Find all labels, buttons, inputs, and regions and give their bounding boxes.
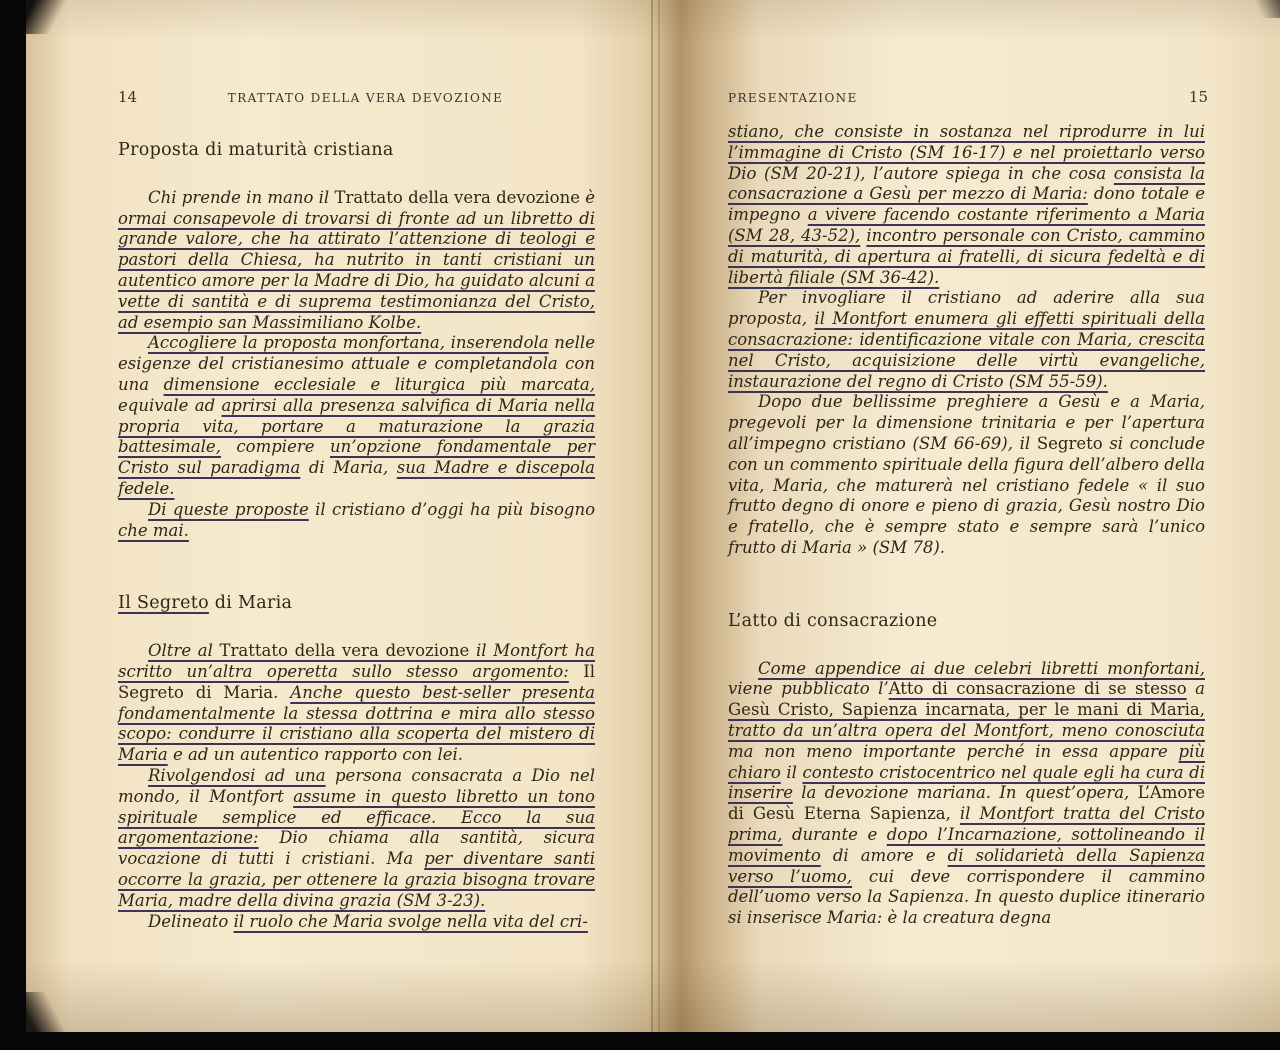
text-segment: si conclude con un commento spirituale della figura dell’albero della vita, Maria, che maturerà nel cristiano fedele « il suo frutto degno di onore e pieno di grazia, Gesù nostro Dio e fratello, che è sempre stato e sempre sarà l’unico frutto di Maria » (SM 78). <box>728 433 1205 557</box>
text-segment: e ad un autentico rapporto con lei. <box>167 745 464 765</box>
text-segment: di Maria <box>208 593 293 614</box>
paragraph <box>728 659 1205 929</box>
paragraph <box>118 333 595 499</box>
text-segment: a <box>1186 679 1205 699</box>
underlined-text: Accogliere la proposta monfortana, inserendola <box>148 333 549 353</box>
text-segment <box>951 804 960 823</box>
running-title-right: PRESENTAZIONE <box>728 91 858 105</box>
page-number-left: 14 <box>118 88 138 106</box>
underlined-text: Come appendice ai due celebri libretti monfortani, <box>758 658 1205 678</box>
underlined-text: per diventare santi occorre la grazia, per ottenere la grazia bisogna trovare Maria, madre della divina grazia (SM 3-23). <box>118 849 596 910</box>
paragraph <box>728 392 1205 558</box>
underlined-text: Anche questo best-seller presenta fondamentalmente la stessa dottrina e mira allo stesso scopo: condurre il cristiano alla scoperta del mistero di Maria <box>118 682 596 765</box>
section-heading <box>118 593 595 614</box>
underlined-text: che mai. <box>118 520 189 540</box>
text-segment: L’Amore di Gesù Eterna Sapienza, <box>728 783 1205 824</box>
page-left-text <box>118 140 595 932</box>
text-segment: il cristiano d’oggi ha più bisogno <box>308 499 596 519</box>
text-segment: Dio chiama alla santità, sicura vocazione di tutti i cristiani. Ma <box>118 828 595 869</box>
underlined-text: tratto da un’altra opera del Montfort, meno conosciuta <box>728 720 1205 740</box>
underlined-text: Di queste proposte <box>148 499 309 519</box>
text-segment: Segreto <box>1036 433 1103 453</box>
paragraph <box>118 188 595 334</box>
underlined-text: Atto di consacrazione di se stesso <box>888 679 1187 699</box>
text-segment: Il Segreto di Maria. <box>118 661 596 702</box>
text-segment: ma non meno importante perché in essa appare <box>728 741 1179 761</box>
underlined-text: il ruolo che Maria svolge nella vita del cri- <box>233 911 588 931</box>
text-segment: Dopo due bellissime preghiere a Gesù e a Maria, pregevoli per la dimensione trinitaria e per l’apertura all’impegno cristiano (SM 66-69), il <box>728 392 1205 453</box>
text-segment: L’atto di consacrazione <box>728 610 938 631</box>
page-right-text <box>728 122 1205 929</box>
underlined-text: un’opzione fondamentale per Cristo sul paradigma <box>118 437 595 478</box>
underlined-text: ormai consapevole di trovarsi di fronte ad un libretto di grande valore, che ha attirato l’attenzione di teologi e pastori della Chiesa, ha nutrito in tanti cristiani un autentico amore per la Madre di Dio, ha guidato alcuni a vette di santità e di suprema testimonianza del Cristo, ad esempio san Massimiliano Kolbe. <box>118 208 595 332</box>
underlined-text: dimensione ecclesiale e liturgica più marcata, <box>163 374 596 394</box>
text-segment: Trattato della vera devozione <box>334 187 580 207</box>
text-segment <box>569 662 583 681</box>
text-segment: di Maria, <box>300 458 397 478</box>
section-heading <box>118 140 595 161</box>
underlined-text: a vivere facendo costante riferimento a Maria (SM 28, 43-52), <box>728 205 1205 245</box>
text-segment: equivale ad <box>118 395 222 415</box>
underlined-text: il Montfort ha scritto un’altra operetta sullo stesso argomento: <box>118 641 595 681</box>
underlined-text: stiano, che consiste in sostanza nel riprodurre in lui l’immagine di Cristo (SM 16-17) e nel proiettarlo verso <box>728 122 1205 162</box>
underlined-text: dopo l’Incarnazione, sottolineando il movimento <box>728 824 1206 865</box>
paragraph <box>118 641 595 766</box>
text-segment: Chi prende in mano il <box>148 187 335 207</box>
underlined-text: aprirsi alla presenza salvifica di Maria nella propria vita, portare a maturazione la grazia battesimale, <box>118 395 595 457</box>
text-segment: il <box>780 762 803 782</box>
text-segment: persona consacrata a Dio nel mondo, il Montfort <box>118 765 595 806</box>
text-segment: viene pubblicato l’ <box>728 679 889 699</box>
section-heading <box>728 611 1205 632</box>
scan-corner-shadow <box>26 992 86 1032</box>
scan-corner-shadow <box>26 0 98 34</box>
gutter-crease <box>658 0 660 1032</box>
running-title-left: TRATTATO DELLA VERA DEVOZIONE <box>227 91 504 105</box>
underlined-text: di solidarietà della Sapienza verso l’uomo, <box>728 845 1205 886</box>
underlined-text: Rivolgendosi ad una <box>148 765 326 785</box>
text-segment: di amore e <box>820 845 948 865</box>
underlined-text: più chiaro <box>728 741 1205 782</box>
text-segment: dono totale e impegno <box>728 184 1205 225</box>
underlined-text: assume in questo libretto un tono spirituale semplice ed efficace. Ecco la sua argomentazione: <box>118 786 595 848</box>
underlined-text: il Montfort enumera gli effetti spirituali della consacrazione: identificazione vitale con Maria, crescita nel Cristo, acquisizione delle virtù evangeliche, instaurazione del regno di Cristo (SM 55-59). <box>728 309 1205 391</box>
paragraph <box>118 500 595 542</box>
text-segment: Proposta di maturità cristiana <box>118 140 394 160</box>
text-segment: Delineato <box>148 911 234 931</box>
text-segment: è <box>579 187 595 207</box>
underlined-text: il Montfort tratta del Cristo prima, <box>728 804 1205 844</box>
paragraph <box>728 122 1205 288</box>
text-segment: durante e <box>782 824 887 844</box>
text-segment: nelle esigenze del cristianesimo attuale e completandola con una <box>118 333 595 394</box>
gutter-crease <box>651 0 653 1032</box>
underlined-text: incontro personale con Cristo, cammino di maturità, di apertura ai fratelli, di sicura fedeltà e di libertà filiale (SM 36-42). <box>728 225 1205 287</box>
underlined-text: contesto cristocentrico nel quale egli ha cura di inserire <box>728 762 1206 803</box>
underlined-text: Gesù Cristo, Sapienza incarnata, per le mani di Maria, <box>728 700 1205 720</box>
text-segment: compiere <box>220 437 330 457</box>
paragraph <box>728 288 1205 392</box>
running-head-left <box>118 88 594 106</box>
text-segment <box>278 683 290 702</box>
underlined-text: Trattato della vera devozione <box>219 641 470 661</box>
paragraph <box>118 766 595 912</box>
text-segment: la devozione mariana. In quest’opera, <box>792 783 1138 803</box>
text-segment: Dio (SM 20-21), l’autore spiega in che cosa <box>728 163 1114 183</box>
text-segment: Per invogliare il cristiano ad aderire alla sua proposta, <box>728 288 1205 329</box>
underlined-text: sua Madre e discepola fedele. <box>118 458 595 498</box>
text-segment: cui deve corrispondere il cammino dell’uomo verso la Sapienza. In questo duplice itinerario si inserisce Maria: è la creatura degna <box>728 866 1206 928</box>
paper <box>26 0 1280 1032</box>
paragraph <box>118 912 595 933</box>
running-head-right <box>728 88 1208 106</box>
underlined-text: Oltre al <box>148 641 220 661</box>
underlined-text: Il Segreto <box>118 593 209 614</box>
scan-corner-shadow <box>1230 0 1280 18</box>
page-number-right: 15 <box>1188 88 1208 106</box>
underlined-text: consista la consacrazione a Gesù per mezzo di Maria: <box>728 163 1205 204</box>
